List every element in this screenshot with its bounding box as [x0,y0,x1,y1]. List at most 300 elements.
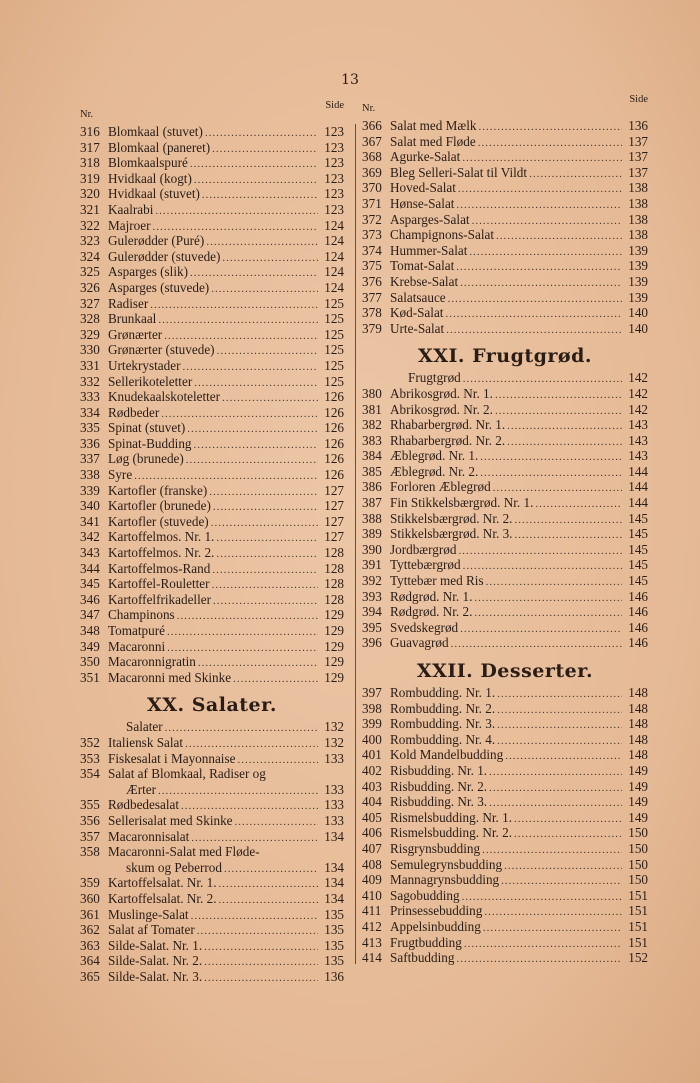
entry-page: 149 [628,778,648,794]
entry-title: Æblegrød. Nr. 2. [390,463,479,479]
entry-page: 146 [628,619,648,635]
index-entry [80,218,344,234]
dot-leader [456,260,622,276]
entry-number: 332 [80,373,100,389]
entry-title: Salat af Blomkaal, Radiser og [108,766,266,782]
entry-title: Løg (brunede) [108,451,184,467]
entry-page: 144 [628,463,648,479]
entry-number: 404 [362,794,382,810]
entry-number: 341 [80,513,100,529]
index-entry [362,857,648,873]
dot-leader [155,204,318,220]
entry-page: 139 [628,242,648,258]
index-entry [80,797,344,813]
nr-header: Nr. [80,109,94,120]
dot-leader [205,126,318,142]
index-entry [80,202,344,218]
entry-number: 356 [80,812,100,828]
dot-leader [497,687,622,703]
entry-title: Risbudding. Nr. 1. [390,762,488,778]
entry-number: 339 [80,482,100,498]
entry-page: 124 [324,264,344,280]
entry-page: 144 [628,479,648,495]
index-entry [80,875,344,891]
index-entry [362,243,648,259]
index-entry [80,311,344,327]
index-entry [80,623,344,639]
entry-page: 126 [324,451,344,467]
index-entry [362,841,648,857]
dot-leader [514,827,622,843]
entry-title: Rødgrød. Nr. 2. [390,604,473,620]
index-entry [362,448,648,464]
left-column-header [80,100,344,124]
entry-number: 408 [362,856,382,872]
index-entry [80,389,344,405]
index-entry [80,592,344,608]
entry-page: 126 [324,467,344,483]
entry-title: Hvidkaal (kogt) [108,170,192,186]
dot-leader [486,575,622,591]
entry-number: 392 [362,573,382,589]
entry-page: 148 [628,700,648,716]
dot-leader [463,372,622,388]
entry-title: Silde-Salat. Nr. 2. [108,953,203,969]
entry-title: Blomkaal (stuvet) [108,124,203,139]
dot-leader [197,924,318,940]
entry-number: 354 [80,766,100,782]
index-entry [362,701,648,717]
dot-leader [497,734,622,750]
entry-number: 358 [80,844,100,860]
entry-title: Rhabarbergrød. Nr. 2. [390,432,506,448]
entry-page: 152 [628,950,648,966]
entry-page: 136 [628,118,648,133]
dot-leader [194,376,318,392]
entry-page: 133 [324,812,344,828]
entry-title: Sagobudding [390,887,460,903]
entry-number: 400 [362,731,382,747]
entry-title: Ærter [126,781,157,797]
entry-number: 347 [80,607,100,623]
index-entry [80,751,344,767]
entry-title: Stikkelsbærgrød. Nr. 3. [390,526,513,542]
entry-number: 337 [80,451,100,467]
dot-leader [177,609,318,625]
entry-page: 128 [324,591,344,607]
entry-title: Kartoffelsalat. Nr. 2. [108,890,217,906]
dot-leader [497,703,622,719]
entry-number: 318 [80,155,100,171]
entry-title: skum og Peberrod [126,859,222,875]
index-entry [80,529,344,545]
entry-number: 319 [80,170,100,186]
index-entry [362,118,648,134]
dot-leader [152,220,318,236]
dot-leader [474,591,622,607]
entry-title: Sellerikoteletter [108,373,193,389]
entry-number: 331 [80,357,100,373]
entry-title: Radiser [108,295,149,311]
dot-leader [480,466,622,482]
dot-leader [504,859,622,875]
entry-page: 146 [628,588,648,604]
entry-title: Kartofler (brunede) [108,498,211,514]
entry-page: 127 [324,513,344,529]
entry-title: Tomat-Salat [390,258,455,274]
entry-title: Silde-Salat. Nr. 3. [108,968,203,984]
section-title-frugtgrod: XXI. Frugtgrød. [417,345,592,368]
entry-page: 126 [324,404,344,420]
entry-title: Rødbeder [108,404,160,420]
index-entry [80,844,344,860]
dot-leader [186,453,318,469]
entry-number: 363 [80,937,100,953]
entry-number: 316 [80,124,100,139]
dot-leader [216,531,318,547]
entry-page: 135 [324,906,344,922]
entry-number: 379 [362,320,382,336]
entry-page: 143 [628,417,648,433]
dot-leader [191,909,318,925]
index-entry [362,604,648,620]
entry-number: 321 [80,201,100,217]
index-entry [362,464,648,480]
entry-page: 134 [324,859,344,875]
entry-number: 362 [80,922,100,938]
entry-page: 126 [324,420,344,436]
dot-leader [493,481,622,497]
index-entry [362,888,648,904]
index-entry [80,186,344,202]
entry-number: 336 [80,435,100,451]
index-entry [362,165,648,181]
dot-leader [478,136,622,152]
index-entry [80,891,344,907]
entry-page: 127 [324,498,344,514]
entry-page: 138 [628,180,648,196]
index-entry [362,794,648,810]
entry-title: Salatsauce [390,289,446,305]
entry-number: 395 [362,619,382,635]
index-entry [80,249,344,265]
dot-leader [167,641,318,657]
dot-leader [134,469,318,485]
entry-title: Risgrynsbudding [390,840,481,856]
entry-number: 397 [362,685,382,700]
entry-page: 139 [628,273,648,289]
entry-page: 145 [628,541,648,557]
index-entry [362,495,648,511]
entry-title: Saftbudding [390,950,455,966]
dot-leader [185,737,318,753]
entry-number: 352 [80,734,100,750]
dot-leader [489,796,622,812]
entry-page: 124 [324,248,344,264]
entry-page: 125 [324,326,344,342]
entry-title: Sellerisalat med Skinke [108,812,233,828]
entry-number: 409 [362,872,382,888]
entry-page: 150 [628,840,648,856]
entry-number: 359 [80,875,100,891]
entry-title: Italiensk Salat [108,734,184,750]
entry-title: Rismelsbudding. Nr. 2. [390,825,512,841]
entry-number: 322 [80,217,100,233]
dot-leader [507,419,622,435]
dot-leader [495,404,622,420]
entry-title: Rismelsbudding. Nr. 1. [390,809,512,825]
entry-title: Macaronni med Skinke [108,669,232,685]
index-entry [80,922,344,938]
index-entry [80,420,344,436]
entry-page: 142 [628,401,648,417]
entry-page: 126 [324,435,344,451]
entry-page: 123 [324,124,344,139]
frugtgrod-entries [362,370,648,651]
dot-leader [474,606,622,622]
entry-page: 133 [324,750,344,766]
salater-entries [80,719,344,984]
entry-number: 389 [362,526,382,542]
entry-number: 401 [362,747,382,763]
entry-number: 407 [362,840,382,856]
entry-title: Kød-Salat [390,305,444,321]
entry-number: 360 [80,890,100,906]
section-title-desserter: XXII. Desserter. [416,660,594,682]
entry-page: 150 [628,872,648,888]
entry-page: 145 [628,510,648,526]
index-entry [80,545,344,561]
entry-title: Hvidkaal (stuvet) [108,186,200,202]
entry-title: Asparges (stuvede) [108,279,210,295]
left-entries [80,124,344,685]
entry-number: 371 [362,195,382,211]
entry-title: Kold Mandelbudding [390,747,504,763]
dot-leader [209,485,318,501]
entry-number: 334 [80,404,100,420]
entry-number: 383 [362,432,382,448]
entry-page: 128 [324,545,344,561]
entry-page: 129 [324,669,344,685]
entry-number: 380 [362,385,382,401]
index-entry [80,938,344,954]
entry-page: 127 [324,482,344,498]
entry-page: 143 [628,448,648,464]
entry-title: Risbudding. Nr. 2. [390,778,488,794]
left-column [80,100,344,984]
dot-leader [484,905,622,921]
entry-page: 150 [628,825,648,841]
entry-page: 128 [324,576,344,592]
entry-number: 349 [80,638,100,654]
entry-page: 129 [324,654,344,670]
entry-title: Agurke-Salat [390,149,461,165]
entry-number: 405 [362,809,382,825]
entry-title: Hoved-Salat [390,180,456,196]
index-entry [80,155,344,171]
entry-title: Asparges-Salat [390,211,470,227]
entry-page: 124 [324,217,344,233]
entry-number: 367 [362,133,382,149]
index-entry [362,685,648,701]
dot-leader [212,578,318,594]
index-entry [80,735,344,751]
entry-number: 403 [362,778,382,794]
entry-title: Gulerødder (Puré) [108,233,205,249]
index-entry [80,405,344,421]
entry-title: Frugtgrød [408,370,461,386]
index-entry [362,716,648,732]
entry-number: 342 [80,529,100,545]
entry-title: Spinat-Budding [108,435,192,451]
dot-leader [514,513,622,529]
index-entry [80,171,344,187]
dot-leader [219,877,318,893]
entry-title: Blomkaal (paneret) [108,139,211,155]
entry-page: 123 [324,139,344,155]
entry-number: 345 [80,576,100,592]
dot-leader [458,182,622,198]
dot-leader [507,435,622,451]
index-entry [362,227,648,243]
entry-page: 148 [628,731,648,747]
section-title-salater: XX. Salater. [146,694,278,717]
index-entry [80,514,344,530]
entry-page: 148 [628,747,648,763]
entry-title: Rødgrød. Nr. 1. [390,588,473,604]
entry-page: 148 [628,716,648,732]
entry-number: 414 [362,950,382,966]
entry-number: 355 [80,797,100,813]
index-entry [80,342,344,358]
index-entry [80,296,344,312]
entry-title: Kartoffel-Rouletter [108,576,210,592]
index-entry [362,417,648,433]
entry-title: Urtekrystader [108,357,181,373]
index-entry [362,573,648,589]
dot-leader [222,391,318,407]
entry-page: 145 [628,526,648,542]
entry-page: 129 [324,623,344,638]
entry-page: 124 [324,279,344,295]
index-entry [362,763,648,779]
entry-number: 335 [80,420,100,436]
index-entry [362,274,648,290]
dot-leader [495,388,622,404]
dot-leader [211,282,318,298]
entry-number: 368 [362,149,382,165]
index-entry [362,433,648,449]
entry-number: 366 [362,118,382,133]
entry-number: 338 [80,467,100,483]
entry-number: 365 [80,968,100,984]
entry-title: Brunkaal [108,311,157,327]
entry-page: 123 [324,186,344,202]
index-entry [362,935,648,951]
dot-leader [464,937,622,953]
dot-leader [206,235,318,251]
entry-title: Rombudding. Nr. 2. [390,700,496,716]
dot-leader [181,799,318,815]
index-entry [362,305,648,321]
entry-page: 149 [628,809,648,825]
dot-leader [458,544,622,560]
entry-page: 143 [628,432,648,448]
dot-leader [469,245,622,261]
dot-leader [463,559,622,575]
dot-leader [237,753,318,769]
entry-title: Stikkelsbærgrød. Nr. 2. [390,510,513,526]
entry-title: Kartoffelmos. Nr. 1. [108,529,215,545]
entry-title: Abrikosgrød. Nr. 2. [390,401,493,417]
index-entry [362,290,648,306]
entry-number: 340 [80,498,100,514]
dot-leader [456,952,622,968]
entry-number: 411 [362,903,382,919]
entry-number: 381 [362,401,382,417]
dot-leader [483,921,622,937]
entry-page: 144 [628,495,648,511]
entry-page: 139 [628,289,648,305]
index-entry [80,124,344,140]
index-entry [362,872,648,888]
entry-page: 151 [628,934,648,950]
dot-leader [167,625,318,641]
entry-number: 398 [362,700,382,716]
index-entry [362,903,648,919]
index-entry [362,149,648,165]
entry-number: 317 [80,139,100,155]
index-entry [80,358,344,374]
entry-title: Urte-Salat [390,320,445,336]
index-entry [362,732,648,748]
index-entry [80,498,344,514]
dot-leader [202,188,318,204]
dot-leader [161,407,318,423]
index-entry [80,953,344,969]
entry-page: 127 [324,529,344,545]
entry-page: 145 [628,557,648,573]
index-entry [362,542,648,558]
entry-number: 413 [362,934,382,950]
dot-leader [217,344,318,360]
entry-title: Silde-Salat. Nr. 1. [108,937,203,953]
page-number: 13 [341,72,359,88]
index-entry [362,589,648,605]
entry-page: 150 [628,856,648,872]
entry-number: 374 [362,242,382,258]
dot-leader [460,622,622,638]
entry-title: Salat af Tomater [108,922,195,938]
entry-page: 135 [324,953,344,969]
index-entry [362,479,648,495]
entry-page: 148 [628,685,648,700]
entry-number: 377 [362,289,382,305]
right-column-header [362,94,648,118]
dot-leader [535,497,622,513]
entry-number: 333 [80,389,100,405]
entry-title: Rødbedesalat [108,797,180,813]
index-entry [362,557,648,573]
dot-leader [190,157,318,173]
index-entry [80,639,344,655]
entry-page: 145 [628,573,648,589]
dot-leader [505,749,622,765]
entry-number: 327 [80,295,100,311]
dot-leader [219,893,318,909]
entry-title: Kartoffelmos-Rand [108,560,211,576]
entry-number: 344 [80,560,100,576]
